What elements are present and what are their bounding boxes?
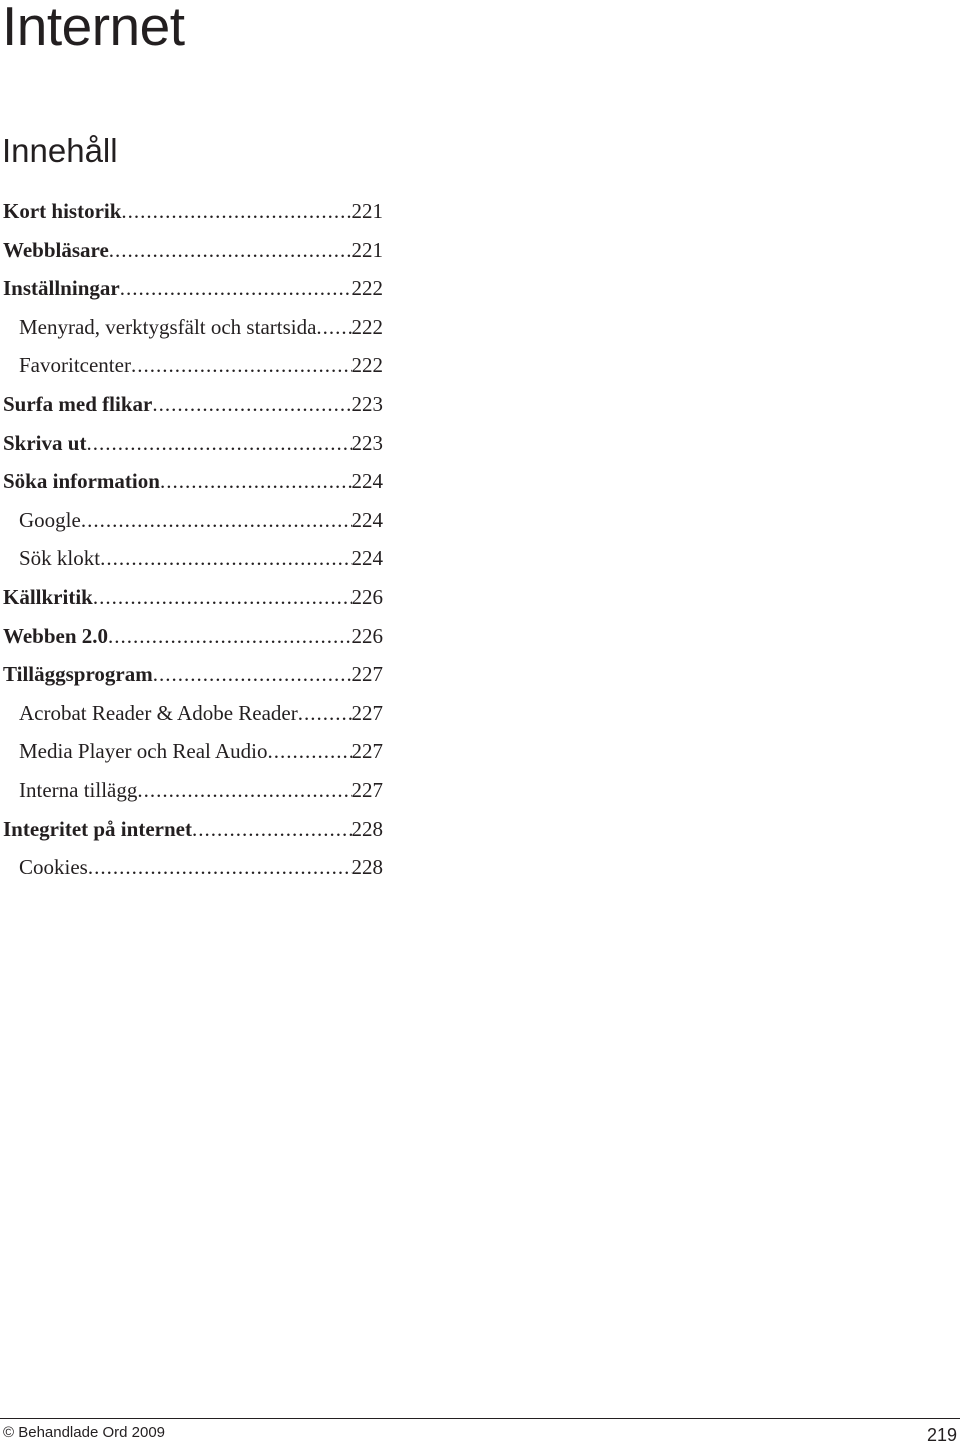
toc-dot-leader — [109, 231, 352, 270]
toc-entry — [3, 385, 383, 424]
toc-entry-label: Surfa med flikar — [3, 391, 153, 416]
toc-entry — [3, 771, 383, 810]
toc-entry-label: Cookies — [19, 855, 88, 880]
toc-dot-leader — [93, 578, 352, 617]
toc-entry-label: Google — [19, 507, 81, 532]
toc-entry-label: Webbläsare — [3, 237, 109, 262]
toc-entry — [3, 810, 383, 849]
toc-dot-leader — [192, 810, 352, 849]
toc-entry-label: Tilläggsprogram — [3, 662, 153, 687]
toc-dot-leader — [121, 192, 351, 231]
toc-entry-page: 228 — [351, 816, 383, 841]
toc-entry-page: 223 — [351, 430, 383, 455]
toc-entry — [3, 346, 383, 385]
toc-entry-page: 224 — [351, 507, 383, 532]
toc-entry-label: Media Player och Real Audio — [19, 739, 268, 764]
toc-entry-page: 224 — [351, 546, 383, 571]
toc-entry — [3, 424, 383, 463]
toc-entry — [3, 192, 383, 231]
toc-dot-leader — [316, 308, 351, 347]
toc-entry-page: 227 — [351, 700, 383, 725]
toc-entry — [3, 231, 383, 270]
chapter-title: Internet — [2, 0, 185, 57]
toc-dot-leader — [86, 424, 351, 463]
toc-entry-page: 228 — [351, 855, 383, 880]
toc-entry-page: 227 — [351, 662, 383, 687]
toc-entry-label: Sök klokt — [19, 546, 101, 571]
toc-entry-label: Menyrad, verktygsfält och startsida — [19, 314, 317, 339]
toc-entry — [3, 732, 383, 771]
section-title: Innehåll — [2, 132, 118, 169]
toc-entry — [3, 848, 383, 887]
toc-entry-page: 224 — [351, 469, 383, 494]
toc-entry-label: Skriva ut — [3, 430, 87, 455]
toc-entry-page: 226 — [351, 623, 383, 648]
toc-dot-leader — [100, 539, 351, 578]
table-of-contents — [3, 192, 383, 887]
toc-entry — [3, 462, 383, 501]
toc-entry-label: Kort historik — [3, 199, 122, 223]
toc-entry — [3, 308, 383, 347]
toc-entry-label: Favoritcenter — [19, 353, 131, 378]
toc-entry-page: 222 — [351, 314, 383, 339]
toc-entry — [3, 539, 383, 578]
toc-dot-leader — [267, 732, 351, 771]
toc-entry-page: 222 — [351, 353, 383, 378]
toc-entry-label: Källkritik — [3, 584, 93, 609]
toc-entry-label: Webben 2.0 — [3, 623, 109, 648]
toc-entry-page: 226 — [351, 584, 383, 609]
toc-entry-label: Interna tillägg — [19, 777, 138, 802]
toc-entry-page: 227 — [351, 777, 383, 802]
toc-dot-leader — [137, 771, 351, 810]
toc-dot-leader — [152, 385, 351, 424]
toc-dot-leader — [160, 462, 352, 501]
footer-divider — [0, 1418, 960, 1419]
toc-entry-page: 227 — [351, 739, 383, 764]
toc-dot-leader — [81, 501, 352, 540]
toc-entry-label: Inställningar — [3, 276, 120, 301]
toc-dot-leader — [120, 269, 352, 308]
toc-entry-label: Integritet på internet — [3, 816, 192, 841]
footer-copyright: © Behandlade Ord 2009 — [3, 1424, 166, 1441]
toc-entry-page: 223 — [351, 391, 383, 416]
toc-entry-page: 221 — [351, 199, 383, 223]
toc-entry-label: Acrobat Reader & Adobe Reader — [19, 700, 298, 725]
toc-entry — [3, 655, 383, 694]
toc-dot-leader — [108, 617, 351, 656]
toc-dot-leader — [88, 848, 352, 887]
toc-entry — [3, 269, 383, 308]
toc-entry — [3, 617, 383, 656]
toc-entry-page: 222 — [351, 276, 383, 301]
toc-dot-leader — [153, 655, 352, 694]
footer-page-number: 219 — [926, 1425, 957, 1445]
toc-dot-leader — [131, 346, 352, 385]
toc-entry-label: Söka information — [3, 469, 160, 494]
toc-entry — [3, 578, 383, 617]
toc-entry — [3, 694, 383, 733]
toc-entry — [3, 501, 383, 540]
toc-entry-page: 221 — [351, 237, 383, 262]
toc-dot-leader — [298, 694, 352, 733]
